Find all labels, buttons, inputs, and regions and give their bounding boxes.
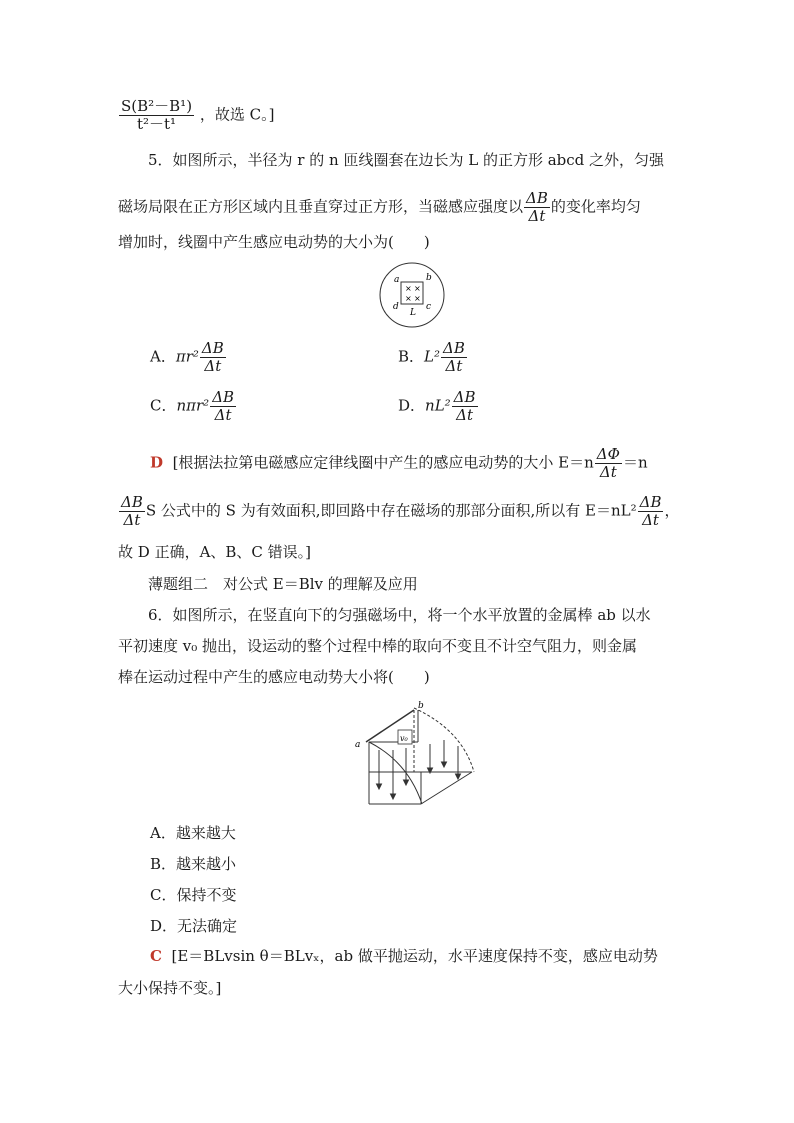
svg-text:×: × — [405, 294, 412, 303]
label-b: b — [426, 273, 432, 283]
q5-answer-line3: 故 D 正确，A、B、C 错误。] — [118, 543, 312, 561]
label-a: a — [355, 740, 361, 750]
q6-option-b[interactable]: B．越来越小 — [150, 855, 237, 873]
label-d: d — [393, 302, 399, 312]
q5-rate-den: Δt — [528, 207, 546, 225]
svg-text:×: × — [414, 294, 421, 303]
q5-line2-a: 磁场局限在正方形区域内且垂直穿过正方形，当磁感应强度以 — [118, 197, 524, 216]
q6-answer-line2: 大小保持不变。] — [118, 979, 222, 997]
q6-option-c[interactable]: C．保持不变 — [150, 886, 237, 904]
svg-text:×: × — [414, 284, 421, 293]
label-a: a — [394, 275, 400, 285]
top-formula — [118, 98, 274, 133]
q5-line3: 增加时，线圈中产生感应电动势的大小为( ) — [118, 233, 430, 251]
q6-option-d[interactable]: D．无法确定 — [150, 917, 238, 935]
q6-answer-letter: C — [150, 947, 162, 965]
q5-option-b[interactable]: B．L² $\frac{\Delta B}{\Delta t}$ — [398, 339, 465, 375]
label-c: c — [426, 302, 432, 312]
q5-option-a[interactable]: A．πr² $\frac{\Delta B}{\Delta t}$ — [150, 339, 224, 375]
q5-option-c[interactable]: C．nπr² $\frac{\Delta B}{\Delta t}$ — [150, 388, 235, 424]
q6-projectile-figure — [352, 700, 477, 808]
label-L: L — [410, 308, 416, 318]
q5-line2 — [118, 190, 641, 225]
q5-answer-line1: D [根据法拉第电磁感应定律线圈中产生的感应电动势的大小 E＝n $\frac{\Delta\Phi}{\Delta t}$ ＝n — [150, 445, 648, 481]
top-fraction-num: S(B²－B¹) — [121, 97, 193, 115]
label-v0: v₀ — [400, 734, 408, 743]
q5-rate-fraction — [524, 190, 550, 225]
q5-coil-figure — [374, 262, 450, 330]
q5-answer-letter: D — [150, 453, 164, 472]
q6-option-a[interactable]: A．越来越大 — [150, 824, 236, 842]
q5-line1: 5．如图所示，半径为 r 的 n 匝线圈套在边长为 L 的正方形 abcd 之外，匀强 — [148, 151, 665, 169]
q6-line3: 棒在运动过程中产生的感应电动势大小将( ) — [118, 668, 430, 686]
q6-line2: 平初速度 v₀ 抛出，设运动的整个过程中棒的取向不变且不计空气阻力，则金属 — [118, 637, 638, 655]
top-fraction-den: t²－t¹ — [136, 115, 177, 133]
q5-rate-num: ΔB — [526, 189, 548, 207]
cross-mark: × — [405, 284, 412, 293]
q6-answer-line1: C [E＝BLvsin θ＝BLvₓ，ab 做平抛运动，水平速度保持不变，感应电动势 — [150, 947, 658, 965]
label-b: b — [418, 701, 424, 711]
section-title: 薄题组二 对公式 E＝Blv 的理解及应用 — [148, 575, 418, 593]
top-formula-tail: ，故选 C。] — [199, 105, 275, 124]
q5-answer-line2: $\frac{\Delta B}{\Delta t}$ S 公式中的 S 为有效面积,即回路中存在磁场的那部分面积,所以有 E＝nL² $\frac{\Delta B}{\Delta t}$ ， — [121, 493, 680, 529]
top-fraction — [119, 98, 194, 133]
q5-line2-b: 的变化率均匀 — [550, 197, 641, 216]
q5-option-d[interactable]: D．nL² $\frac{\Delta B}{\Delta t}$ — [398, 388, 476, 424]
q6-line1: 6．如图所示，在竖直向下的匀强磁场中，将一个水平放置的金属棒 ab 以水 — [148, 606, 651, 624]
